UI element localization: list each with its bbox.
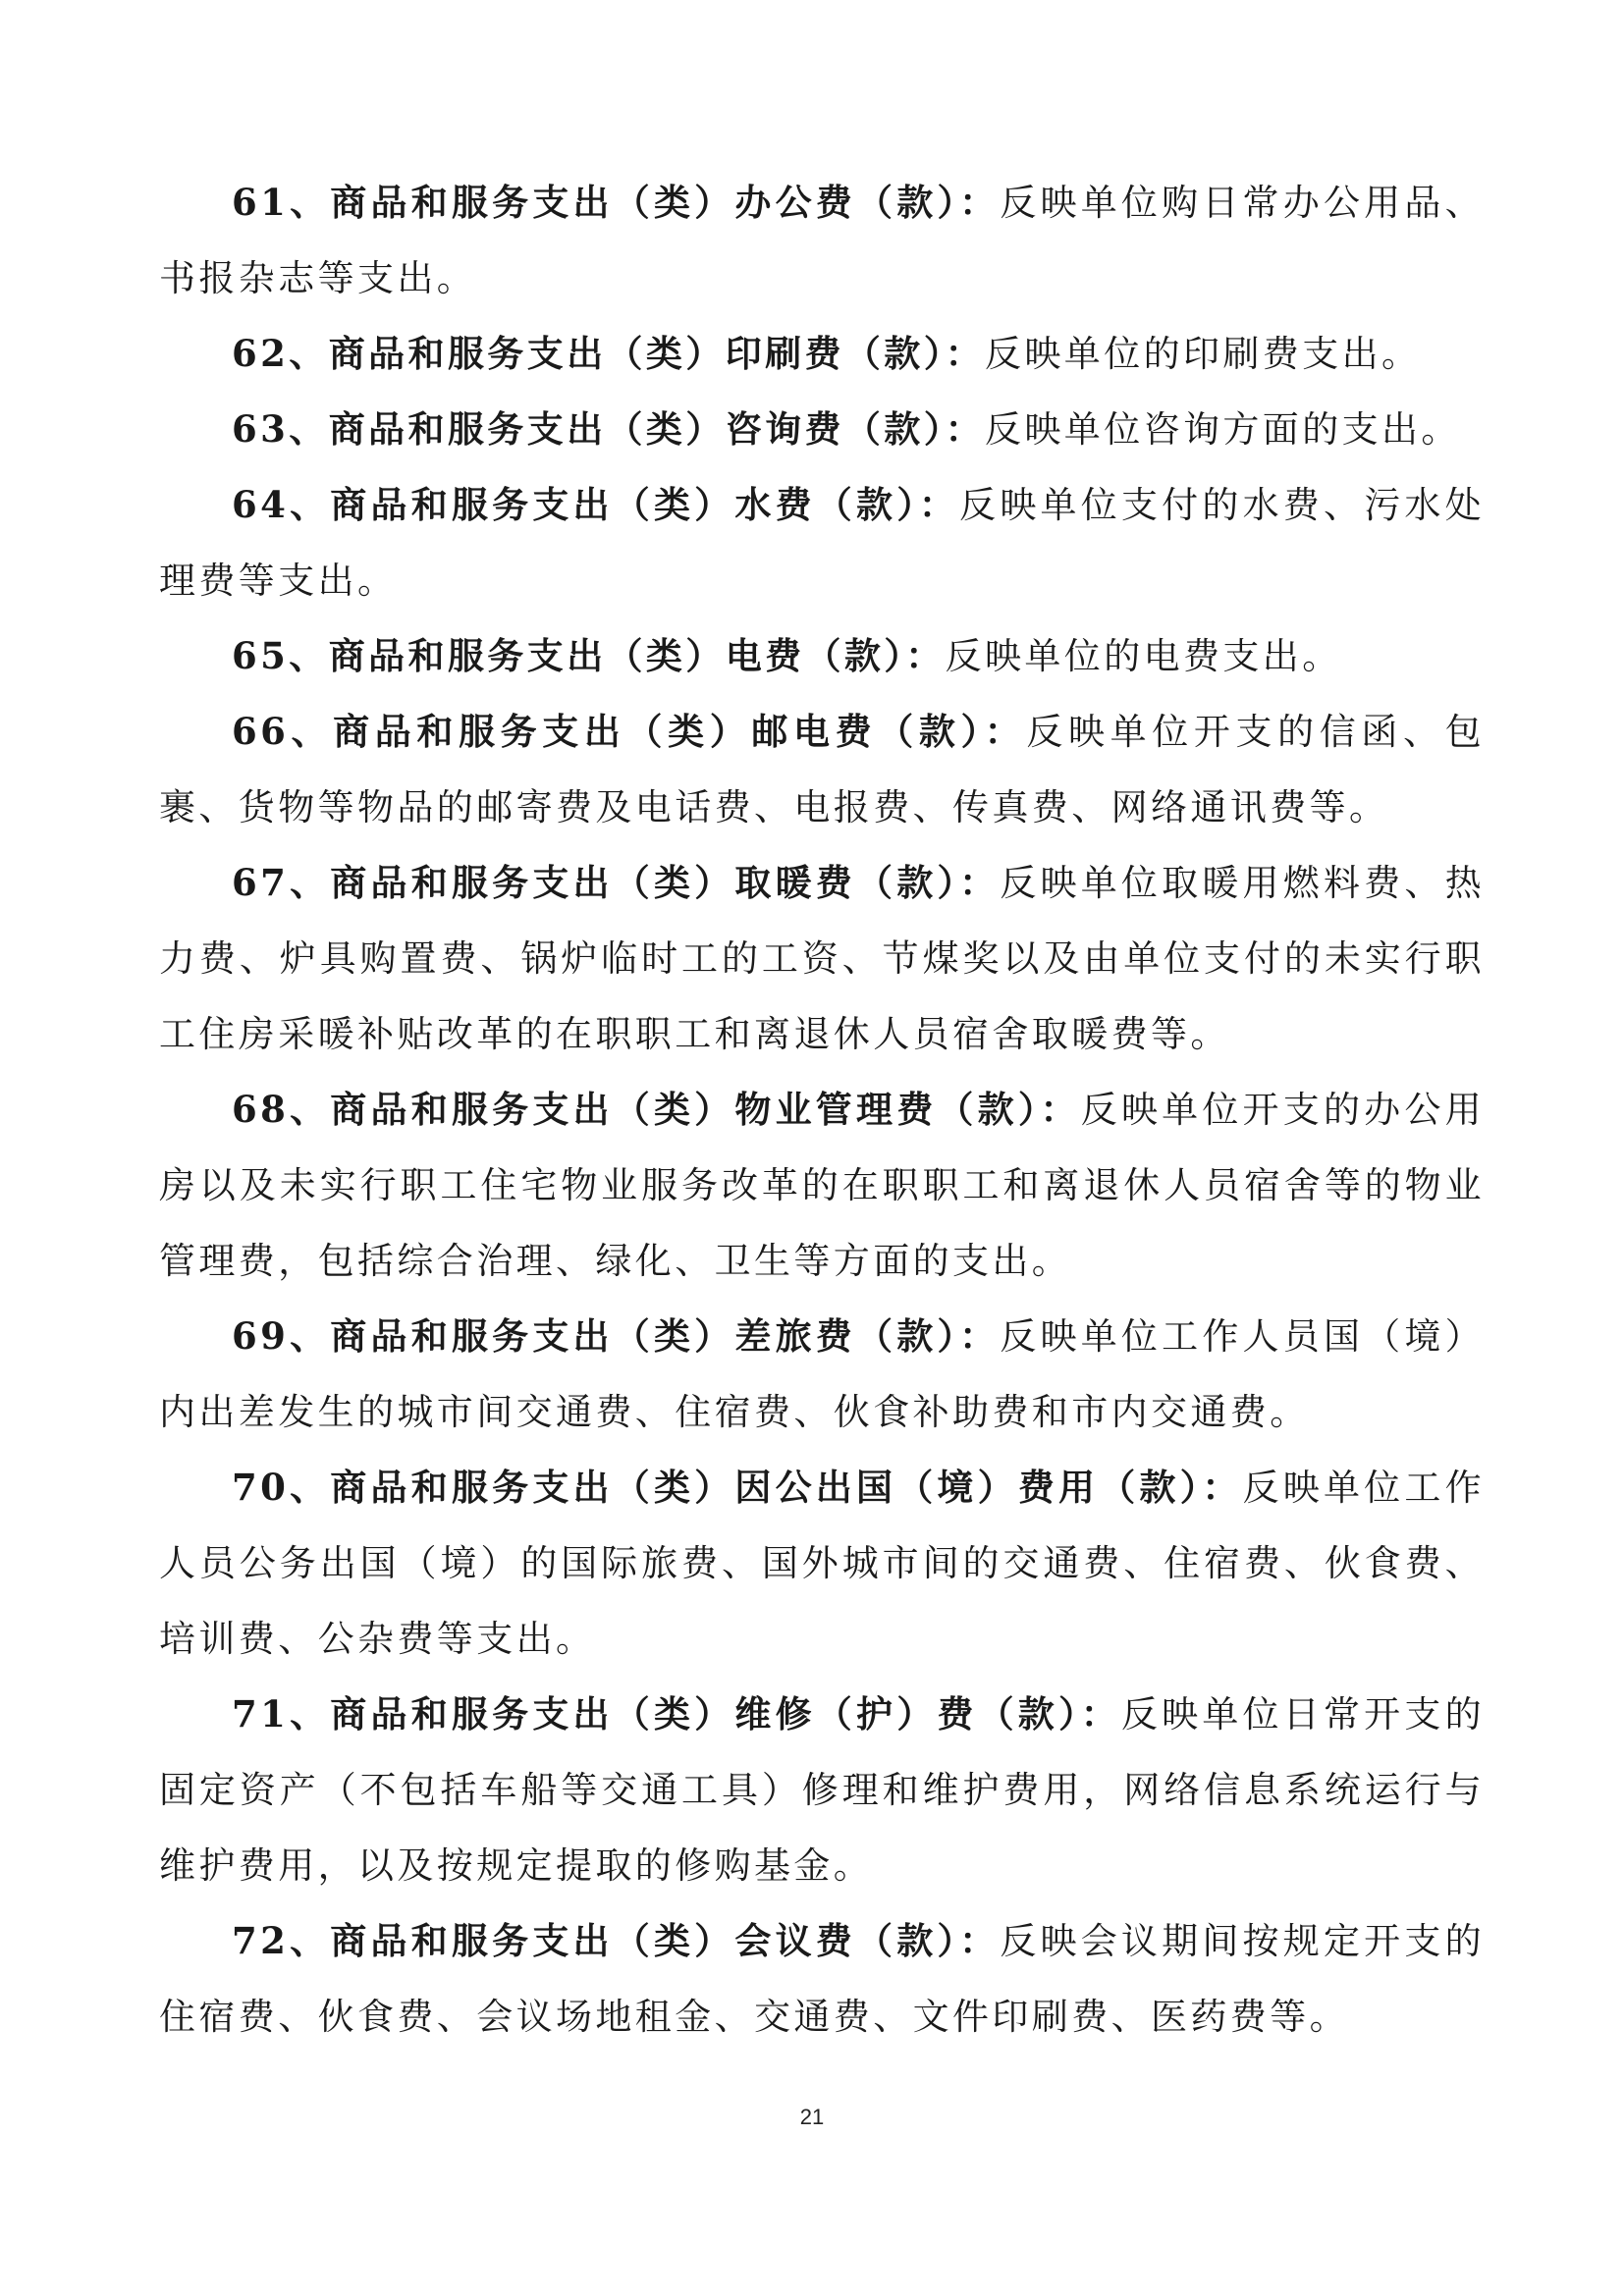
entry-71 bbox=[159, 1677, 1485, 1903]
entry-heading: 67、商品和服务支出（类）取暖费（款）： bbox=[232, 861, 1001, 904]
entry-64 bbox=[159, 467, 1485, 618]
entry-68 bbox=[159, 1072, 1485, 1299]
entry-heading: 63、商品和服务支出（类）咨询费（款）： bbox=[232, 407, 985, 451]
entry-text: 反映单位支付的水费、污水处理费等支出。 bbox=[159, 484, 1486, 602]
entry-66 bbox=[159, 694, 1485, 845]
entry-67 bbox=[159, 845, 1485, 1072]
entry-text: 反映单位取暖用燃料费、热力费、炉具购置费、锅炉临时工的工资、节煤奖以及由单位支付的未实行职工住房采暖补贴改革的在职职工和离退休人员宿舍取暖费等。 bbox=[159, 862, 1485, 1055]
entry-heading: 70、商品和服务支出（类）因公出国（境）费用（款）： bbox=[232, 1466, 1243, 1509]
entry-63 bbox=[159, 392, 1485, 467]
entry-69 bbox=[159, 1299, 1485, 1450]
entry-70 bbox=[159, 1450, 1485, 1677]
entry-text: 反映单位开支的信函、包裹、货物等物品的邮寄费及电话费、电报费、传真费、网络通讯费等。 bbox=[159, 711, 1485, 828]
entry-heading: 71、商品和服务支出（类）维修（护）费（款）： bbox=[232, 1692, 1121, 1735]
entry-heading: 62、商品和服务支出（类）印刷费（款）： bbox=[232, 332, 985, 375]
entry-text: 反映单位工作人员国（境）内出差发生的城市间交通费、住宿费、伙食补助费和市内交通费。 bbox=[159, 1315, 1485, 1433]
entry-65 bbox=[159, 618, 1485, 694]
entry-text: 反映单位开支的办公用房以及未实行职工住宅物业服务改革的在职职工和离退休人员宿舍等的物业管理费，包括综合治理、绿化、卫生等方面的支出。 bbox=[159, 1089, 1485, 1282]
entry-text: 反映单位的电费支出。 bbox=[945, 635, 1342, 677]
entry-61 bbox=[159, 165, 1485, 316]
entry-heading: 65、商品和服务支出（类）电费（款）： bbox=[232, 634, 946, 677]
page-number: 21 bbox=[799, 2105, 825, 2129]
entry-text: 反映单位日常开支的固定资产（不包括车船等交通工具）修理和维护费用，网络信息系统运行与维护费用，以及按规定提取的修购基金。 bbox=[159, 1693, 1485, 1887]
entry-62 bbox=[159, 316, 1485, 392]
entry-heading: 72、商品和服务支出（类）会议费（款）： bbox=[232, 1919, 1001, 1962]
entry-heading: 61、商品和服务支出（类）办公费（款）： bbox=[232, 181, 1001, 224]
entry-72 bbox=[159, 1903, 1485, 2055]
entry-text: 反映单位的印刷费支出。 bbox=[985, 333, 1422, 375]
entry-text: 反映会议期间按规定开支的住宿费、伙食费、会议场地租金、交通费、文件印刷费、医药费等。 bbox=[159, 1920, 1485, 2038]
entry-heading: 68、商品和服务支出（类）物业管理费（款）： bbox=[232, 1088, 1081, 1131]
entry-heading: 69、商品和服务支出（类）差旅费（款）： bbox=[232, 1314, 1001, 1358]
document-body bbox=[159, 165, 1485, 2055]
entry-text: 反映单位咨询方面的支出。 bbox=[985, 408, 1461, 451]
entry-heading: 66、商品和服务支出（类）邮电费（款）： bbox=[232, 710, 1027, 753]
entry-text: 反映单位工作人员公务出国（境）的国际旅费、国外城市间的交通费、住宿费、伙食费、培训费、公杂费等支出。 bbox=[159, 1467, 1485, 1660]
entry-heading: 64、商品和服务支出（类）水费（款）： bbox=[232, 483, 960, 526]
entry-text: 反映单位购日常办公用品、书报杂志等支出。 bbox=[159, 182, 1485, 299]
